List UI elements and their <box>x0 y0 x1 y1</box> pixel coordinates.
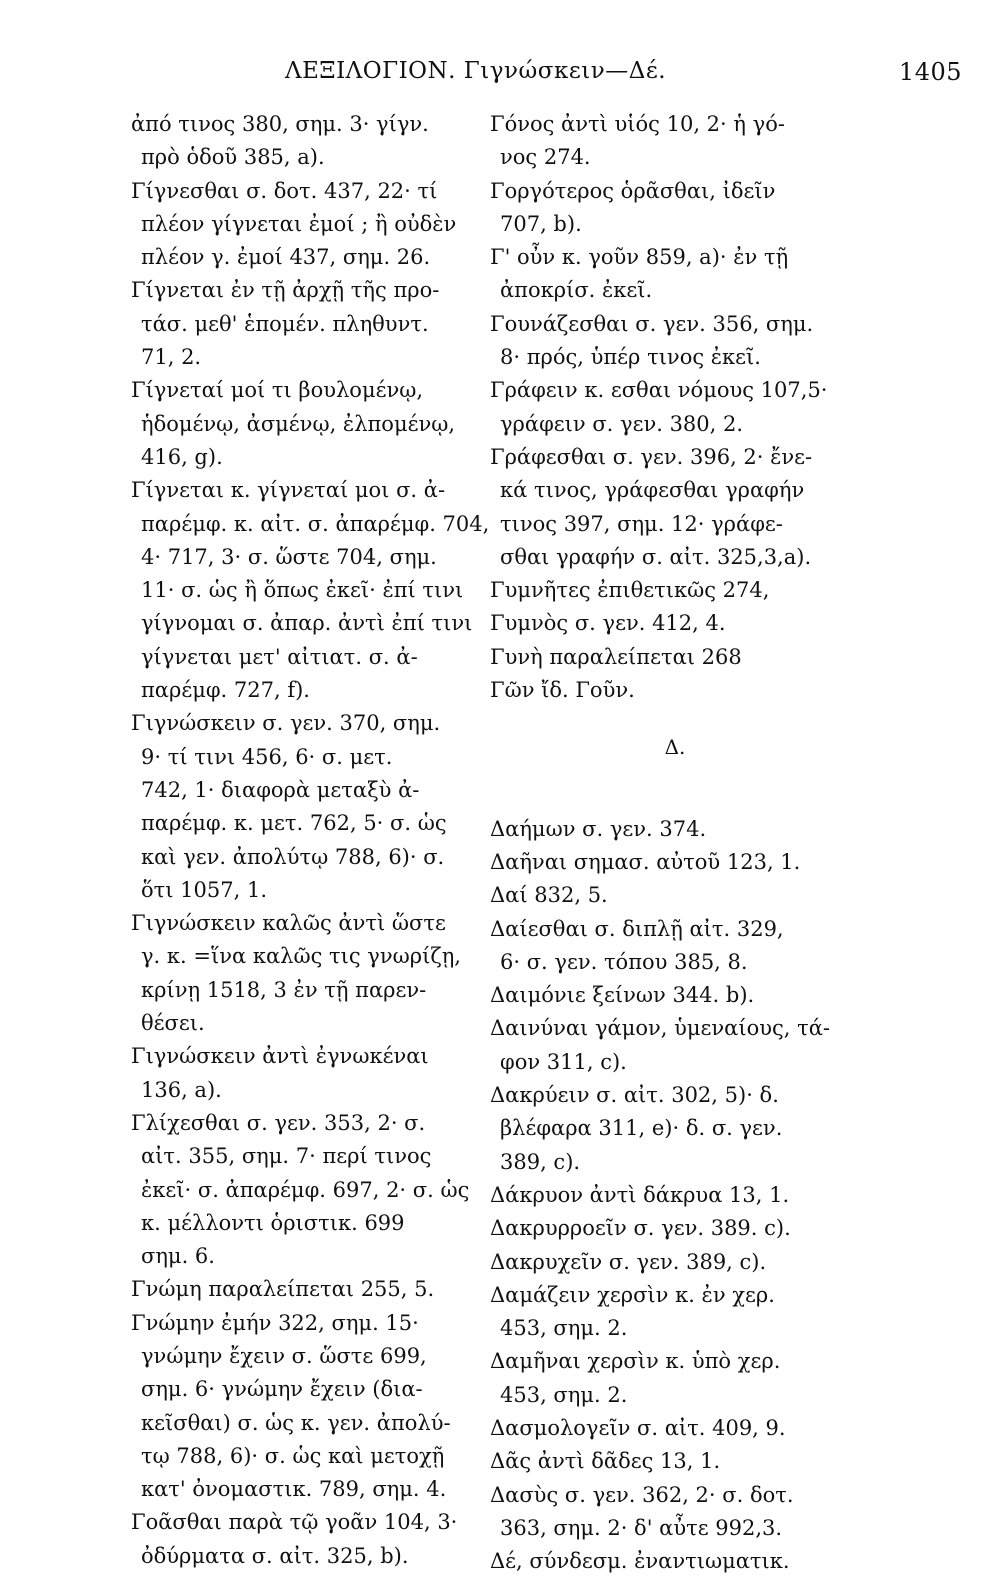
index-entry <box>490 1012 900 1079</box>
entry-line: φον 311, c). <box>500 1049 627 1074</box>
entry-line-first: Δασὺς σ. γεν. 362, 2· σ. δοτ. <box>490 1482 794 1507</box>
entry-line-first: Δαιμόνιε ξείνων 344. b). <box>490 983 755 1008</box>
entry-line: γ. κ. =ἵνα καλῶς τις γνωρίζῃ, <box>141 944 461 969</box>
entry-line-first: Γράφεσθαι σ. γεν. 396, 2· ἔνε- <box>490 444 813 469</box>
entry-line: 453, σημ. 2. <box>500 1316 628 1341</box>
entry-line-first: Γ' οὖν κ. γοῦν 859, a)· ἐν τῇ <box>490 245 789 270</box>
entry-line: παρέμφ. κ. μετ. 762, 5· σ. ὡς <box>141 811 447 836</box>
index-entry <box>490 979 900 1012</box>
entry-line: 9· τί τινι 456, 6· σ. μετ. <box>141 744 393 769</box>
entry-line: 8· πρός, ὑπέρ τινος ἐκεῖ. <box>500 345 761 370</box>
index-entry <box>490 1345 900 1412</box>
index-entry <box>490 374 900 441</box>
entry-line-first: Γιγνώσκειν ἀντὶ ἐγνωκέναι <box>131 1044 429 1069</box>
entry-line-first: Γυμνῆτες ἐπιθετικῶς 274, <box>490 578 770 603</box>
entry-line-first: Γουνάζεσθαι σ. γεν. 356, σημ. <box>490 311 814 336</box>
entry-line-first: Δέ, σύνδεσμ. ἐναντιωματικ. <box>490 1549 790 1574</box>
entry-line-first: Δασμολογεῖν σ. αἰτ. 409, 9. <box>490 1415 786 1440</box>
entry-line: σημ. 6· γνώμην ἔχειν (δια- <box>141 1377 423 1402</box>
entry-line-first: Γοᾶσθαι παρὰ τῷ γοᾶν 104, 3· <box>131 1510 458 1535</box>
index-entry <box>490 1246 900 1279</box>
entry-line: καὶ γεν. ἀπολύτῳ 788, 6)· σ. <box>141 844 445 869</box>
entry-line-first: Γράφειν κ. εσθαι νόμους 107,5· <box>490 378 828 403</box>
entry-line: παρέμφ. κ. αἰτ. σ. ἀπαρέμφ. 704, <box>141 511 490 536</box>
entry-line-first: Δακρυρροεῖν σ. γεν. 389. c). <box>490 1216 791 1241</box>
entry-line: 11· σ. ὡς ἢ ὅπως ἐκεῖ· ἐπί τινι <box>141 578 464 603</box>
entry-line: σθαι γραφήν σ. αἰτ. 325,3,a). <box>500 544 812 569</box>
entry-line: 707, b). <box>500 211 582 236</box>
entry-line: 389, c). <box>500 1149 581 1174</box>
entry-line: παρέμφ. 727, f). <box>141 678 310 703</box>
entry-line: αἰτ. 355, σημ. 7· περί τινος <box>141 1144 432 1169</box>
entry-line: 453, σημ. 2. <box>500 1382 628 1407</box>
right-column-top <box>490 108 900 707</box>
index-entry <box>490 1412 900 1445</box>
index-entry <box>131 1273 531 1306</box>
entry-line: βλέφαρα 311, e)· δ. σ. γεν. <box>500 1116 783 1141</box>
entry-line: νος 274. <box>500 145 591 170</box>
header-title: ΛΕΞΙΛΟΓΙΟΝ. Γιγνώσκειν—Δέ. <box>285 58 667 84</box>
right-column-bottom <box>490 813 900 1578</box>
index-entry <box>490 1445 900 1478</box>
entry-line-first: Γίγνεται ἐν τῇ ἀρχῇ τῆς προ- <box>131 278 440 303</box>
entry-line-first: Γλίχεσθαι σ. γεν. 353, 2· σ. <box>131 1110 426 1135</box>
entry-line-first: Γίγνεσθαι σ. δοτ. 437, 22· τί <box>131 178 438 203</box>
entry-line-first: Δαῆναι σημασ. αὐτοῦ 123, 1. <box>490 849 801 874</box>
entry-line: 742, 1· διαφορὰ μεταξὺ ἀ- <box>141 777 420 802</box>
running-header <box>130 58 962 90</box>
entry-line: ὅτι 1057, 1. <box>141 877 267 902</box>
section-letter: Δ. <box>664 735 686 760</box>
entry-line-first: Γίγνεται κ. γίγνεταί μοι σ. ἀ- <box>131 478 446 503</box>
entry-line: ὀδύρματα σ. αἰτ. 325, b). <box>141 1543 409 1568</box>
index-entry <box>490 846 900 879</box>
index-entry <box>131 1506 531 1573</box>
entry-line-first: Δαήμων σ. γεν. 374. <box>490 816 707 841</box>
entry-line: κρίνῃ 1518, 3 ἐν τῇ παρεν- <box>141 977 427 1002</box>
entry-line-first: Γιγνώσκειν καλῶς ἀντὶ ὥστε <box>131 911 446 936</box>
entry-line: ἀποκρίσ. ἐκεῖ. <box>500 278 653 303</box>
entry-line-first: Γνώμη παραλείπεται 255, 5. <box>131 1277 435 1302</box>
index-entry <box>131 175 531 275</box>
entry-line-first: Δακρύειν σ. αἰτ. 302, 5)· δ. <box>490 1083 779 1108</box>
entry-line-first: Δάκρυον ἀντὶ δάκρυα 13, 1. <box>490 1182 790 1207</box>
index-entry <box>131 474 531 707</box>
entry-line: γίγνομαι σ. ἀπαρ. ἀντὶ ἐπί τινι <box>141 611 473 636</box>
entry-line-first: Γῶν ἴδ. Γοῦν. <box>490 678 635 703</box>
entry-line-first: Γυμνὸς σ. γεν. 412, 4. <box>490 611 726 636</box>
entry-line-first: Δαίεσθαι σ. διπλῇ αἰτ. 329, <box>490 916 784 941</box>
index-entry <box>131 1107 531 1273</box>
entry-line: κεῖσθαι) σ. ὡς κ. γεν. ἀπολύ- <box>141 1410 451 1435</box>
entry-line: τάσ. μεθ' ἑπομέν. πληθυντ. <box>141 311 429 336</box>
entry-line-first: Γοργότερος ὁρᾶσθαι, ἰδεῖν <box>490 178 776 203</box>
entry-line: πλέον γίγνεται ἐμοί ; ἢ οὐδὲν <box>141 211 457 236</box>
entry-line-first: Γίγνεταί μοί τι βουλομένῳ, <box>131 378 424 403</box>
right-column <box>490 108 900 1578</box>
entry-line: κατ' ὀνομαστικ. 789, σημ. 4. <box>141 1477 447 1502</box>
entry-line: πλέον γ. ἐμοί 437, σημ. 26. <box>141 245 431 270</box>
entry-line: γνώμην ἔχειν σ. ὥστε 699, <box>141 1343 427 1368</box>
page-number: 1405 <box>898 58 962 86</box>
index-entry <box>490 1545 900 1578</box>
index-entry <box>490 308 900 375</box>
index-entry <box>490 1079 900 1179</box>
entry-line-first: Δαμάζειν χερσὶν κ. ἐν χερ. <box>490 1282 775 1307</box>
index-entry <box>490 175 900 242</box>
index-entry <box>131 374 531 474</box>
index-entry <box>131 108 531 175</box>
index-entry <box>490 1479 900 1546</box>
index-entry <box>490 641 900 674</box>
entry-line-first: Δαμῆναι χερσὶν κ. ὑπὸ χερ. <box>490 1349 781 1374</box>
entry-line: τινος 397, σημ. 12· γράφε- <box>500 511 783 536</box>
index-entry <box>490 1212 900 1245</box>
index-entry <box>490 913 900 980</box>
entry-line: γίγνεται μετ' αἰτιατ. σ. ἀ- <box>141 644 418 669</box>
entry-line-first: Γόνος ἀντὶ υἱός 10, 2· ἡ γό- <box>490 112 785 136</box>
entry-line: πρὸ ὁδοῦ 385, a). <box>141 145 325 170</box>
entry-line: θέσει. <box>141 1011 205 1036</box>
entry-line-first: Δακρυχεῖν σ. γεν. 389, c). <box>490 1249 767 1274</box>
entry-line: κ. μέλλοντι ὁριστικ. 699 <box>141 1210 405 1235</box>
index-entry <box>490 1179 900 1212</box>
index-entry <box>131 1307 531 1507</box>
index-entry <box>490 1279 900 1346</box>
index-entry <box>490 674 900 707</box>
entry-line: τῳ 788, 6)· σ. ὡς καὶ μετοχῇ <box>141 1443 445 1468</box>
index-entry <box>131 1040 531 1107</box>
index-entry <box>490 108 900 175</box>
entry-line-first: Γιγνώσκειν σ. γεν. 370, σημ. <box>131 711 441 736</box>
index-entry <box>490 879 900 912</box>
entry-line: 4· 717, 3· σ. ὥστε 704, σημ. <box>141 544 437 569</box>
index-entry <box>131 274 531 374</box>
entry-line: ἐκεῖ· σ. ἀπαρέμφ. 697, 2· σ. ὡς <box>141 1177 470 1202</box>
entry-line: 136, a). <box>141 1077 222 1102</box>
entry-line: 71, 2. <box>141 345 202 370</box>
entry-line-first: Δαινύναι γάμον, ὑμεναίους, τά- <box>490 1016 830 1041</box>
index-entry <box>131 707 531 907</box>
entry-line-first: Δᾶς ἀντὶ δᾶδες 13, 1. <box>490 1449 721 1474</box>
index-entry <box>490 241 900 308</box>
entry-line: 6· σ. γεν. τόπου 385, 8. <box>500 949 748 974</box>
entry-line-first: Γνώμην ἐμήν 322, σημ. 15· <box>131 1310 419 1335</box>
entry-line: κά τινος, γράφεσθαι γραφήν <box>500 478 805 503</box>
index-entry <box>490 813 900 846</box>
entry-line-first: Γυνὴ παραλείπεται 268 <box>490 644 742 669</box>
index-entry <box>490 607 900 640</box>
entry-line: σημ. 6. <box>141 1244 215 1269</box>
entry-line-first: ἀπό τινος 380, σημ. 3· γίγν. <box>131 112 429 136</box>
entry-line: ἡδομένῳ, ἀσμένῳ, ἐλπομένῳ, <box>141 411 456 436</box>
index-entry <box>490 441 900 574</box>
entry-line: γράφειν σ. γεν. 380, 2. <box>500 411 744 436</box>
index-entry <box>490 574 900 607</box>
entry-line: 416, g). <box>141 444 223 469</box>
left-column <box>131 108 531 1573</box>
entry-line: 363, σημ. 2· δ' αὖτε 992,3. <box>500 1515 783 1540</box>
entry-line-first: Δαί 832, 5. <box>490 883 608 908</box>
index-entry <box>131 907 531 1040</box>
